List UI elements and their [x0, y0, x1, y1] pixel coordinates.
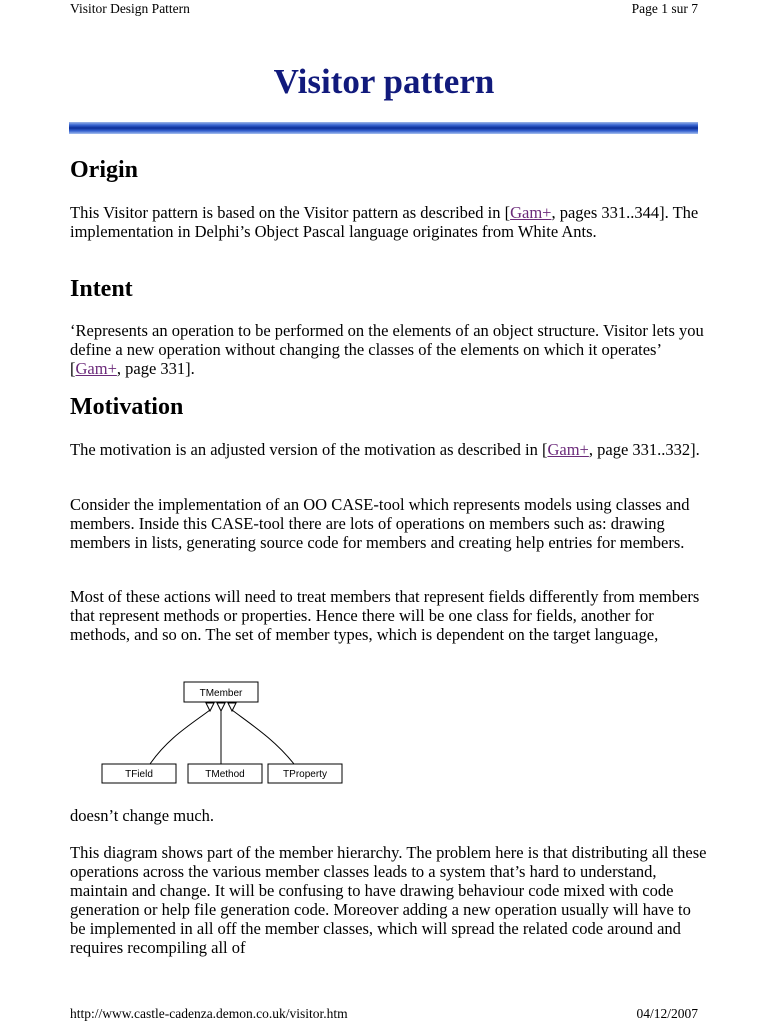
tproperty-arrowhead: [228, 703, 236, 711]
motivation-paragraph-5: This diagram shows part of the member hierarchy. The problem here is that distributing all these operations across the various member classes leads to a system that’s hard to understand, maintain and change. It will be confusing to have drawing behaviour code mixed with code generation or help file generation code. Moreover adding a new operation usually will have to be implemented in all off the member classes, which will spread the related code around and requires recompiling all of: [70, 843, 707, 957]
header-page-label: Page 1 sur 7: [631, 1, 698, 16]
heading-origin: Origin: [70, 157, 139, 183]
tproperty-label: TProperty: [283, 769, 327, 780]
footer-url: http://www.castle-cadenza.demon.co.uk/visitor.htm: [70, 1006, 348, 1021]
heading-intent: Intent: [70, 276, 133, 302]
gam-link[interactable]: Gam+: [75, 359, 117, 378]
member-hierarchy-diagram: [100, 680, 345, 786]
gam-link[interactable]: Gam+: [510, 203, 552, 222]
tmethod-arrowhead: [217, 703, 225, 711]
tfield-inheritance-line: [150, 710, 210, 764]
tproperty-inheritance-line: [232, 710, 294, 764]
heading-motivation: Motivation: [70, 394, 184, 420]
motivation-paragraph-3: Most of these actions will need to treat members that represent fields differently from members that represent methods or properties. Hence there will be one class for fields, another for methods, and so on. The set of member types, which is dependent on the target language,: [70, 587, 700, 644]
page-title: Visitor pattern: [273, 62, 495, 101]
gam-link[interactable]: Gam+: [547, 440, 589, 459]
footer-date: 04/12/2007: [636, 1006, 698, 1021]
tfield-arrowhead: [206, 703, 214, 711]
tmember-label: TMember: [199, 688, 243, 699]
tfield-label: TField: [125, 769, 153, 780]
motivation-paragraph-1: The motivation is an adjusted version of the motivation as described in [Gam+, page 331..332].: [70, 440, 700, 459]
title-divider: [69, 122, 698, 134]
motivation-paragraph-4: doesn’t change much.: [70, 806, 215, 825]
origin-paragraph: This Visitor pattern is based on the Visitor pattern as described in [Gam+, pages 331..344]. The implementation in Delphi’s Object Pascal language originates from White Ants.: [70, 203, 699, 241]
intent-paragraph: ‘Represents an operation to be performed on the elements of an object structure. Visitor lets you define a new operation without changing the classes of the elements on which it operates’ [Gam+, page 331].: [70, 321, 704, 378]
tmethod-label: TMethod: [205, 769, 245, 780]
header-doc-title: Visitor Design Pattern: [70, 1, 190, 16]
motivation-paragraph-2: Consider the implementation of an OO CASE-tool which represents models using classes and members. Inside this CASE-tool there are lots of operations on members such as: drawing members in lists, generating source code for members and creating help entries for members.: [70, 495, 690, 552]
